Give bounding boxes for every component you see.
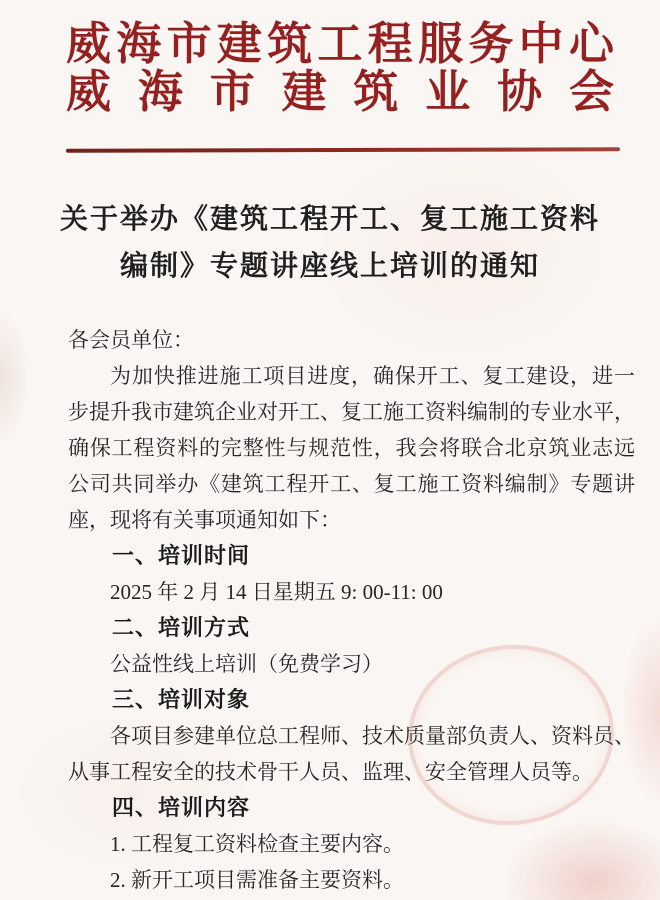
intro-line: 公司共同举办《建筑工程开工、复工施工资料编制》专题讲 xyxy=(68,472,635,496)
org-name-line2: 威海市建筑业协会 xyxy=(66,67,614,117)
intro-line: 座，现将有关事项通知如下： xyxy=(68,508,341,532)
section-heading-1: 一、培训时间 xyxy=(112,543,251,568)
intro-line: 为加快推进施工项目进度，确保开工、复工建设，进一 xyxy=(110,364,635,388)
notice-title-line1: 关于举办《建筑工程开工、复工施工资料 xyxy=(59,204,600,235)
section-2-line: 公益性线上培训（免费学习） xyxy=(110,652,383,676)
salutation: 各会员单位： xyxy=(68,328,194,352)
sections-container xyxy=(68,538,635,898)
letterhead-divider-rule xyxy=(66,147,620,152)
section-4-line: 1. 工程复工资料检查主要内容。 xyxy=(110,832,404,856)
notice-title-line2: 编制》专题讲座线上培训的通知 xyxy=(119,251,540,282)
letterhead xyxy=(0,0,660,152)
intro-line: 确保工程资料的完整性与规范性，我会将联合北京筑业志远 xyxy=(68,436,635,460)
intro-paragraph xyxy=(68,358,635,538)
intro-line: 步提升我市建筑企业对开工、复工施工资料编制的专业水平， xyxy=(68,400,635,424)
section-heading-4: 四、培训内容 xyxy=(112,795,251,820)
section-1-line: 2025 年 2 月 14 日星期五 9: 00-11: 00 xyxy=(110,580,443,604)
notice-title xyxy=(0,196,660,290)
section-3-line: 各项目参建单位总工程师、技术质量部负责人、资料员、 xyxy=(110,724,635,748)
section-3-line: 从事工程安全的技术骨干人员、监理、安全管理人员等。 xyxy=(68,760,593,784)
notice-body xyxy=(68,322,635,898)
org-name-line1: 威海市建筑工程服务中心 xyxy=(66,19,614,69)
section-4-line: 2. 新开工项目需准备主要资料。 xyxy=(110,868,404,892)
section-heading-3: 三、培训对象 xyxy=(112,687,251,712)
section-heading-2: 二、培训方式 xyxy=(112,615,251,640)
